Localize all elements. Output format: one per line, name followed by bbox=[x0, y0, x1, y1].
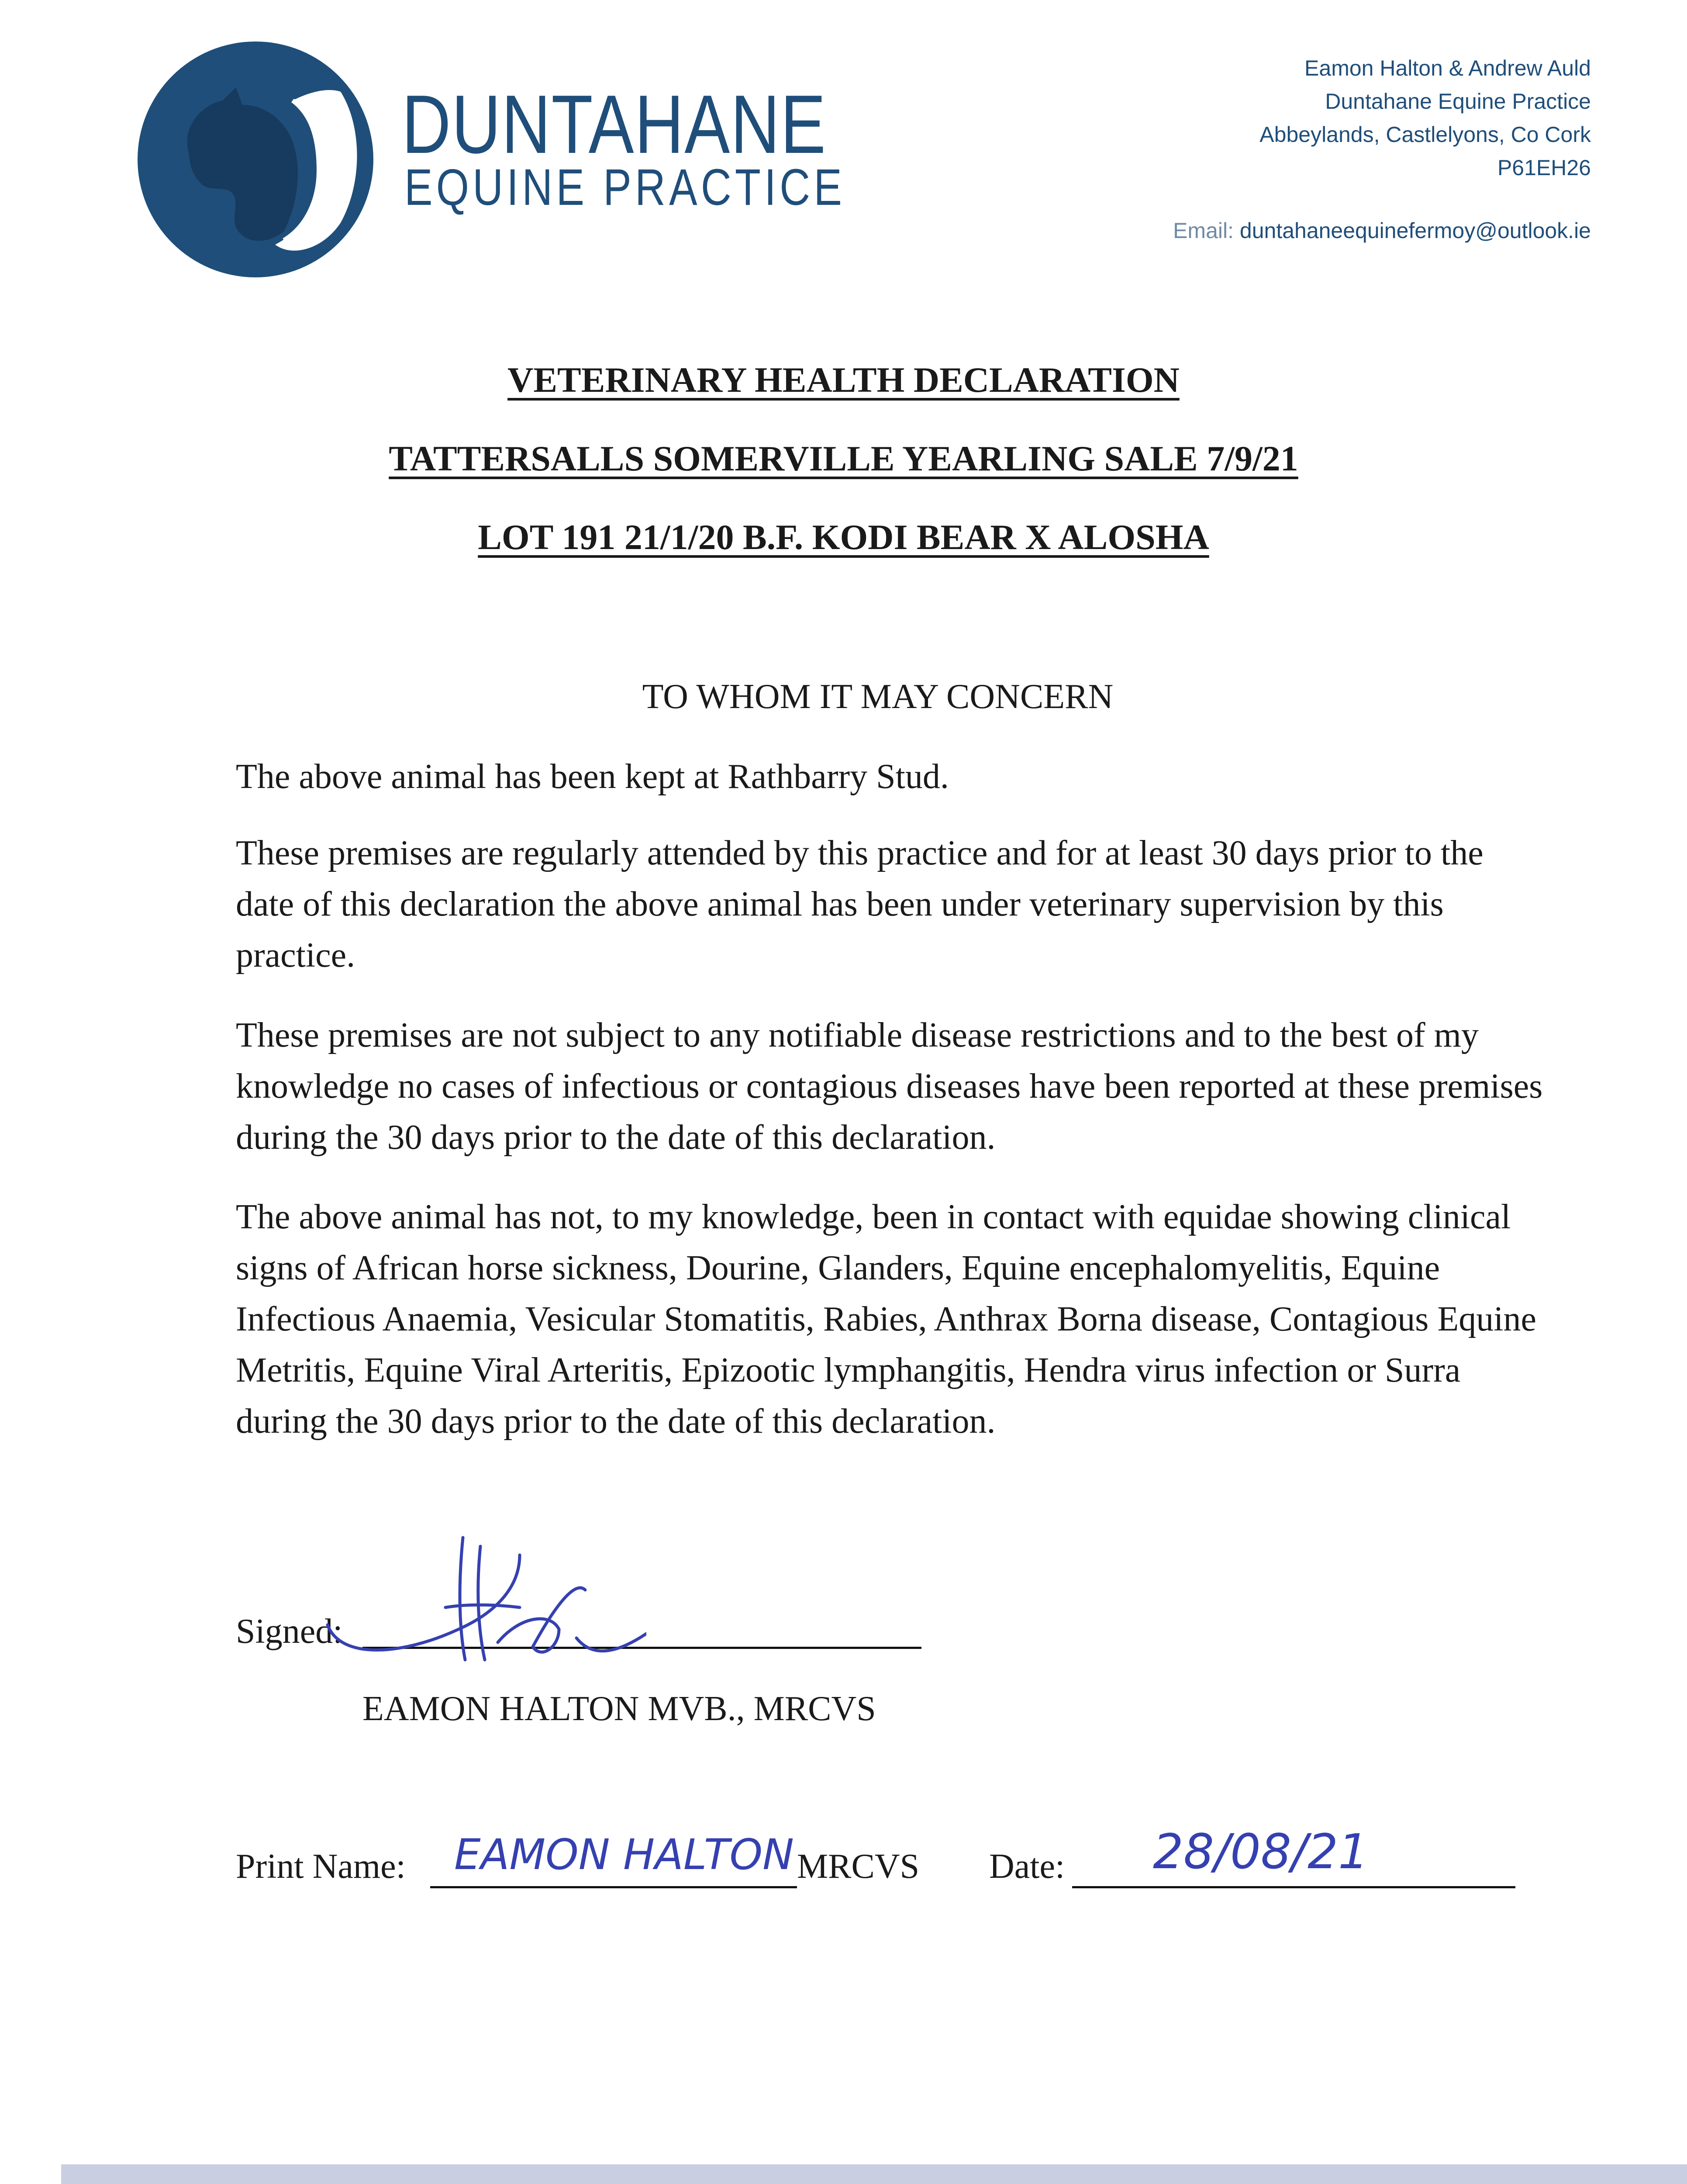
salutation: TO WHOM IT MAY CONCERN bbox=[642, 677, 1114, 716]
address-line: Duntahane Equine Practice bbox=[1325, 89, 1591, 114]
signatory-name: EAMON HALTON MVB., MRCVS bbox=[362, 1690, 876, 1728]
heading-text: LOT 191 21/1/20 B.F. KODI BEAR X ALOSHA bbox=[478, 517, 1209, 557]
address-line: Abbeylands, Castlelyons, Co Cork bbox=[1259, 122, 1591, 147]
email-address[interactable]: duntahaneequinefermoy@outlook.ie bbox=[1239, 218, 1591, 243]
paragraph: These premises are regularly attended by this practice and for at least 30 days prior to the date of this declaration the above animal has been under veterinary supervision by this practice. bbox=[236, 834, 1483, 975]
date-label: Date: bbox=[989, 1847, 1065, 1886]
heading-text: VETERINARY HEALTH DECLARATION bbox=[507, 360, 1180, 400]
email-line bbox=[1173, 218, 1591, 244]
horse-head-logo bbox=[135, 39, 376, 280]
lot-title bbox=[0, 515, 1687, 559]
address-line: P61EH26 bbox=[1497, 156, 1591, 180]
sale-title bbox=[0, 437, 1687, 480]
print-name-line bbox=[430, 1886, 797, 1888]
heading-text: TATTERSALLS SOMERVILLE YEARLING SALE 7/9/21 bbox=[389, 439, 1298, 478]
print-name-handwriting: EAMON HALTON bbox=[454, 1830, 794, 1879]
print-name-suffix: MRCVS bbox=[797, 1847, 920, 1886]
paragraph: The above animal has been kept at Rathbarry Stud. bbox=[236, 757, 949, 796]
paragraph: The above animal has not, to my knowledge, been in contact with equidae showing clinical signs of African horse sickness, Dourine, Glanders, Equine encephalomyelitis, Equine Infectious Anaemia, Vesicular Stomatitis, Rabies, Anthrax Borna disease, Contagious Equine Metritis, Equine Viral Arteritis, Epizootic lymphangitis, Hendra virus infection or Surra during the 30 days prior to the date of this declaration. bbox=[236, 1198, 1536, 1441]
address-line: Eamon Halton & Andrew Auld bbox=[1304, 56, 1591, 80]
declaration-title bbox=[0, 358, 1687, 402]
brand-subtitle: EQUINE PRACTICE bbox=[404, 159, 846, 216]
paragraph: These premises are not subject to any notifiable disease restrictions and to the best of my knowledge no cases of infectious or contagious diseases have been reported at these premises during the 30 days prior to the date of this declaration. bbox=[236, 1016, 1543, 1157]
scan-edge-strip bbox=[61, 2164, 1687, 2184]
date-handwriting: 28/08/21 bbox=[1153, 1824, 1369, 1880]
brand-name: DUNTAHANE bbox=[402, 78, 827, 171]
date-line bbox=[1072, 1886, 1515, 1888]
handwritten-signature bbox=[314, 1529, 646, 1673]
print-name-label: Print Name: bbox=[236, 1847, 406, 1886]
practice-address bbox=[1259, 52, 1591, 184]
email-label: Email: bbox=[1173, 218, 1234, 243]
signed-label: Signed: bbox=[236, 1612, 343, 1651]
